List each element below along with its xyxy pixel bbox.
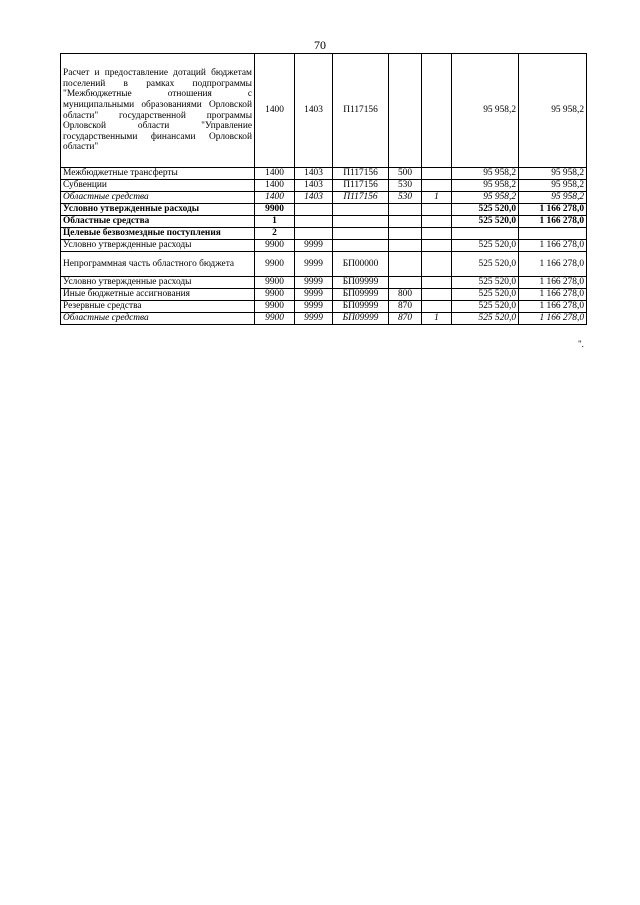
- row-name: Областные средства: [61, 216, 255, 228]
- cell-code-1: 1400: [255, 168, 295, 180]
- cell-value-2: 95 958,2: [519, 180, 587, 192]
- cell-code-2: 9999: [295, 240, 333, 252]
- cell-code-5: [422, 204, 452, 216]
- cell-code-5: [422, 180, 452, 192]
- table-row: [61, 252, 587, 277]
- cell-value-2: 95 958,2: [519, 54, 587, 168]
- cell-value-2: 1 166 278,0: [519, 277, 587, 289]
- cell-code-3: [333, 240, 389, 252]
- cell-code-2: 9999: [295, 301, 333, 313]
- table-row: [61, 180, 587, 192]
- cell-code-1: 1400: [255, 180, 295, 192]
- cell-code-2: 1403: [295, 168, 333, 180]
- cell-code-4: 870: [389, 301, 422, 313]
- cell-code-1: 9900: [255, 204, 295, 216]
- table-row: [61, 204, 587, 216]
- cell-code-1: 1400: [255, 192, 295, 204]
- cell-code-3: БП09999: [333, 277, 389, 289]
- cell-code-5: [422, 240, 452, 252]
- row-name: Условно утвержденные расходы: [61, 240, 255, 252]
- cell-value-2: 95 958,2: [519, 168, 587, 180]
- closing-quote-mark: ".: [578, 339, 584, 349]
- cell-code-5: [422, 216, 452, 228]
- cell-code-1: 9900: [255, 289, 295, 301]
- row-name: Областные средства: [61, 313, 255, 325]
- cell-code-5: [422, 301, 452, 313]
- cell-code-5: [422, 228, 452, 240]
- cell-code-3: БП00000: [333, 252, 389, 277]
- cell-code-1: 1400: [255, 54, 295, 168]
- cell-code-4: 800: [389, 289, 422, 301]
- cell-code-3: П117156: [333, 192, 389, 204]
- cell-code-2: [295, 204, 333, 216]
- table-row: [61, 216, 587, 228]
- cell-value-1: 525 520,0: [452, 301, 519, 313]
- cell-value-2: 95 958,2: [519, 192, 587, 204]
- cell-code-4: [389, 228, 422, 240]
- table-row: [61, 192, 587, 204]
- cell-code-3: П117156: [333, 180, 389, 192]
- cell-code-5: [422, 277, 452, 289]
- cell-value-1: 95 958,2: [452, 192, 519, 204]
- cell-code-3: БП09999: [333, 313, 389, 325]
- cell-value-2: 1 166 278,0: [519, 240, 587, 252]
- cell-code-5: 1: [422, 192, 452, 204]
- cell-code-1: 9900: [255, 313, 295, 325]
- table-row: [61, 54, 587, 168]
- row-name: Резервные средства: [61, 301, 255, 313]
- cell-code-4: 870: [389, 313, 422, 325]
- cell-code-4: [389, 252, 422, 277]
- cell-code-4: [389, 54, 422, 168]
- table-row: [61, 277, 587, 289]
- row-name: Иные бюджетные ассигнования: [61, 289, 255, 301]
- cell-value-1: 525 520,0: [452, 216, 519, 228]
- cell-code-2: 1403: [295, 180, 333, 192]
- cell-code-4: 530: [389, 180, 422, 192]
- cell-code-4: [389, 204, 422, 216]
- cell-code-4: [389, 277, 422, 289]
- table-row: [61, 228, 587, 240]
- cell-code-1: 9900: [255, 252, 295, 277]
- row-name: Областные средства: [61, 192, 255, 204]
- cell-code-2: 9999: [295, 289, 333, 301]
- cell-code-5: [422, 289, 452, 301]
- cell-code-5: [422, 252, 452, 277]
- cell-code-1: 9900: [255, 277, 295, 289]
- cell-value-2: 1 166 278,0: [519, 252, 587, 277]
- cell-value-1: 525 520,0: [452, 252, 519, 277]
- row-name: Расчет и предоставление дотаций бюджетам поселений в рамках подпрограммы "Межбюджетные отношения с муниципальными образованиями Орловской области" государственной программы Орловской области "Управление государственными финансами Орловской области": [61, 54, 255, 168]
- cell-code-1: 1: [255, 216, 295, 228]
- table-row: [61, 313, 587, 325]
- cell-value-2: 1 166 278,0: [519, 301, 587, 313]
- row-name: Целевые безвозмездные поступления: [61, 228, 255, 240]
- row-name: Субвенции: [61, 180, 255, 192]
- cell-code-2: 9999: [295, 313, 333, 325]
- cell-code-2: 1403: [295, 192, 333, 204]
- table-row: [61, 301, 587, 313]
- cell-code-2: 1403: [295, 54, 333, 168]
- cell-code-5: [422, 54, 452, 168]
- row-name: Непрограммная часть областного бюджета: [61, 252, 255, 277]
- table-row: [61, 168, 587, 180]
- cell-code-4: 530: [389, 192, 422, 204]
- cell-code-1: 2: [255, 228, 295, 240]
- table-row: [61, 240, 587, 252]
- cell-code-3: П117156: [333, 54, 389, 168]
- cell-code-3: [333, 216, 389, 228]
- cell-code-2: [295, 216, 333, 228]
- row-name: Условно утвержденные расходы: [61, 277, 255, 289]
- cell-value-1: 525 520,0: [452, 277, 519, 289]
- cell-code-3: БП09999: [333, 289, 389, 301]
- cell-value-1: 95 958,2: [452, 180, 519, 192]
- cell-code-2: 9999: [295, 252, 333, 277]
- row-name: Межбюджетные трансферты: [61, 168, 255, 180]
- page-number: 70: [314, 38, 326, 52]
- cell-code-3: БП09999: [333, 301, 389, 313]
- cell-code-3: П117156: [333, 168, 389, 180]
- table-row: [61, 289, 587, 301]
- cell-code-3: [333, 228, 389, 240]
- row-name: Условно утвержденные расходы: [61, 204, 255, 216]
- cell-code-5: [422, 168, 452, 180]
- cell-value-2: 1 166 278,0: [519, 289, 587, 301]
- cell-code-5: 1: [422, 313, 452, 325]
- cell-value-1: 525 520,0: [452, 289, 519, 301]
- cell-value-1: 525 520,0: [452, 204, 519, 216]
- cell-value-2: [519, 228, 587, 240]
- cell-code-2: [295, 228, 333, 240]
- cell-value-1: [452, 228, 519, 240]
- cell-value-2: 1 166 278,0: [519, 204, 587, 216]
- cell-code-1: 9900: [255, 240, 295, 252]
- cell-value-1: 525 520,0: [452, 240, 519, 252]
- budget-table: [60, 53, 587, 325]
- cell-code-4: [389, 240, 422, 252]
- cell-code-4: 500: [389, 168, 422, 180]
- cell-code-1: 9900: [255, 301, 295, 313]
- cell-code-2: 9999: [295, 277, 333, 289]
- cell-value-2: 1 166 278,0: [519, 216, 587, 228]
- cell-value-1: 95 958,2: [452, 168, 519, 180]
- cell-value-1: 95 958,2: [452, 54, 519, 168]
- cell-value-1: 525 520,0: [452, 313, 519, 325]
- cell-value-2: 1 166 278,0: [519, 313, 587, 325]
- cell-code-4: [389, 216, 422, 228]
- cell-code-3: [333, 204, 389, 216]
